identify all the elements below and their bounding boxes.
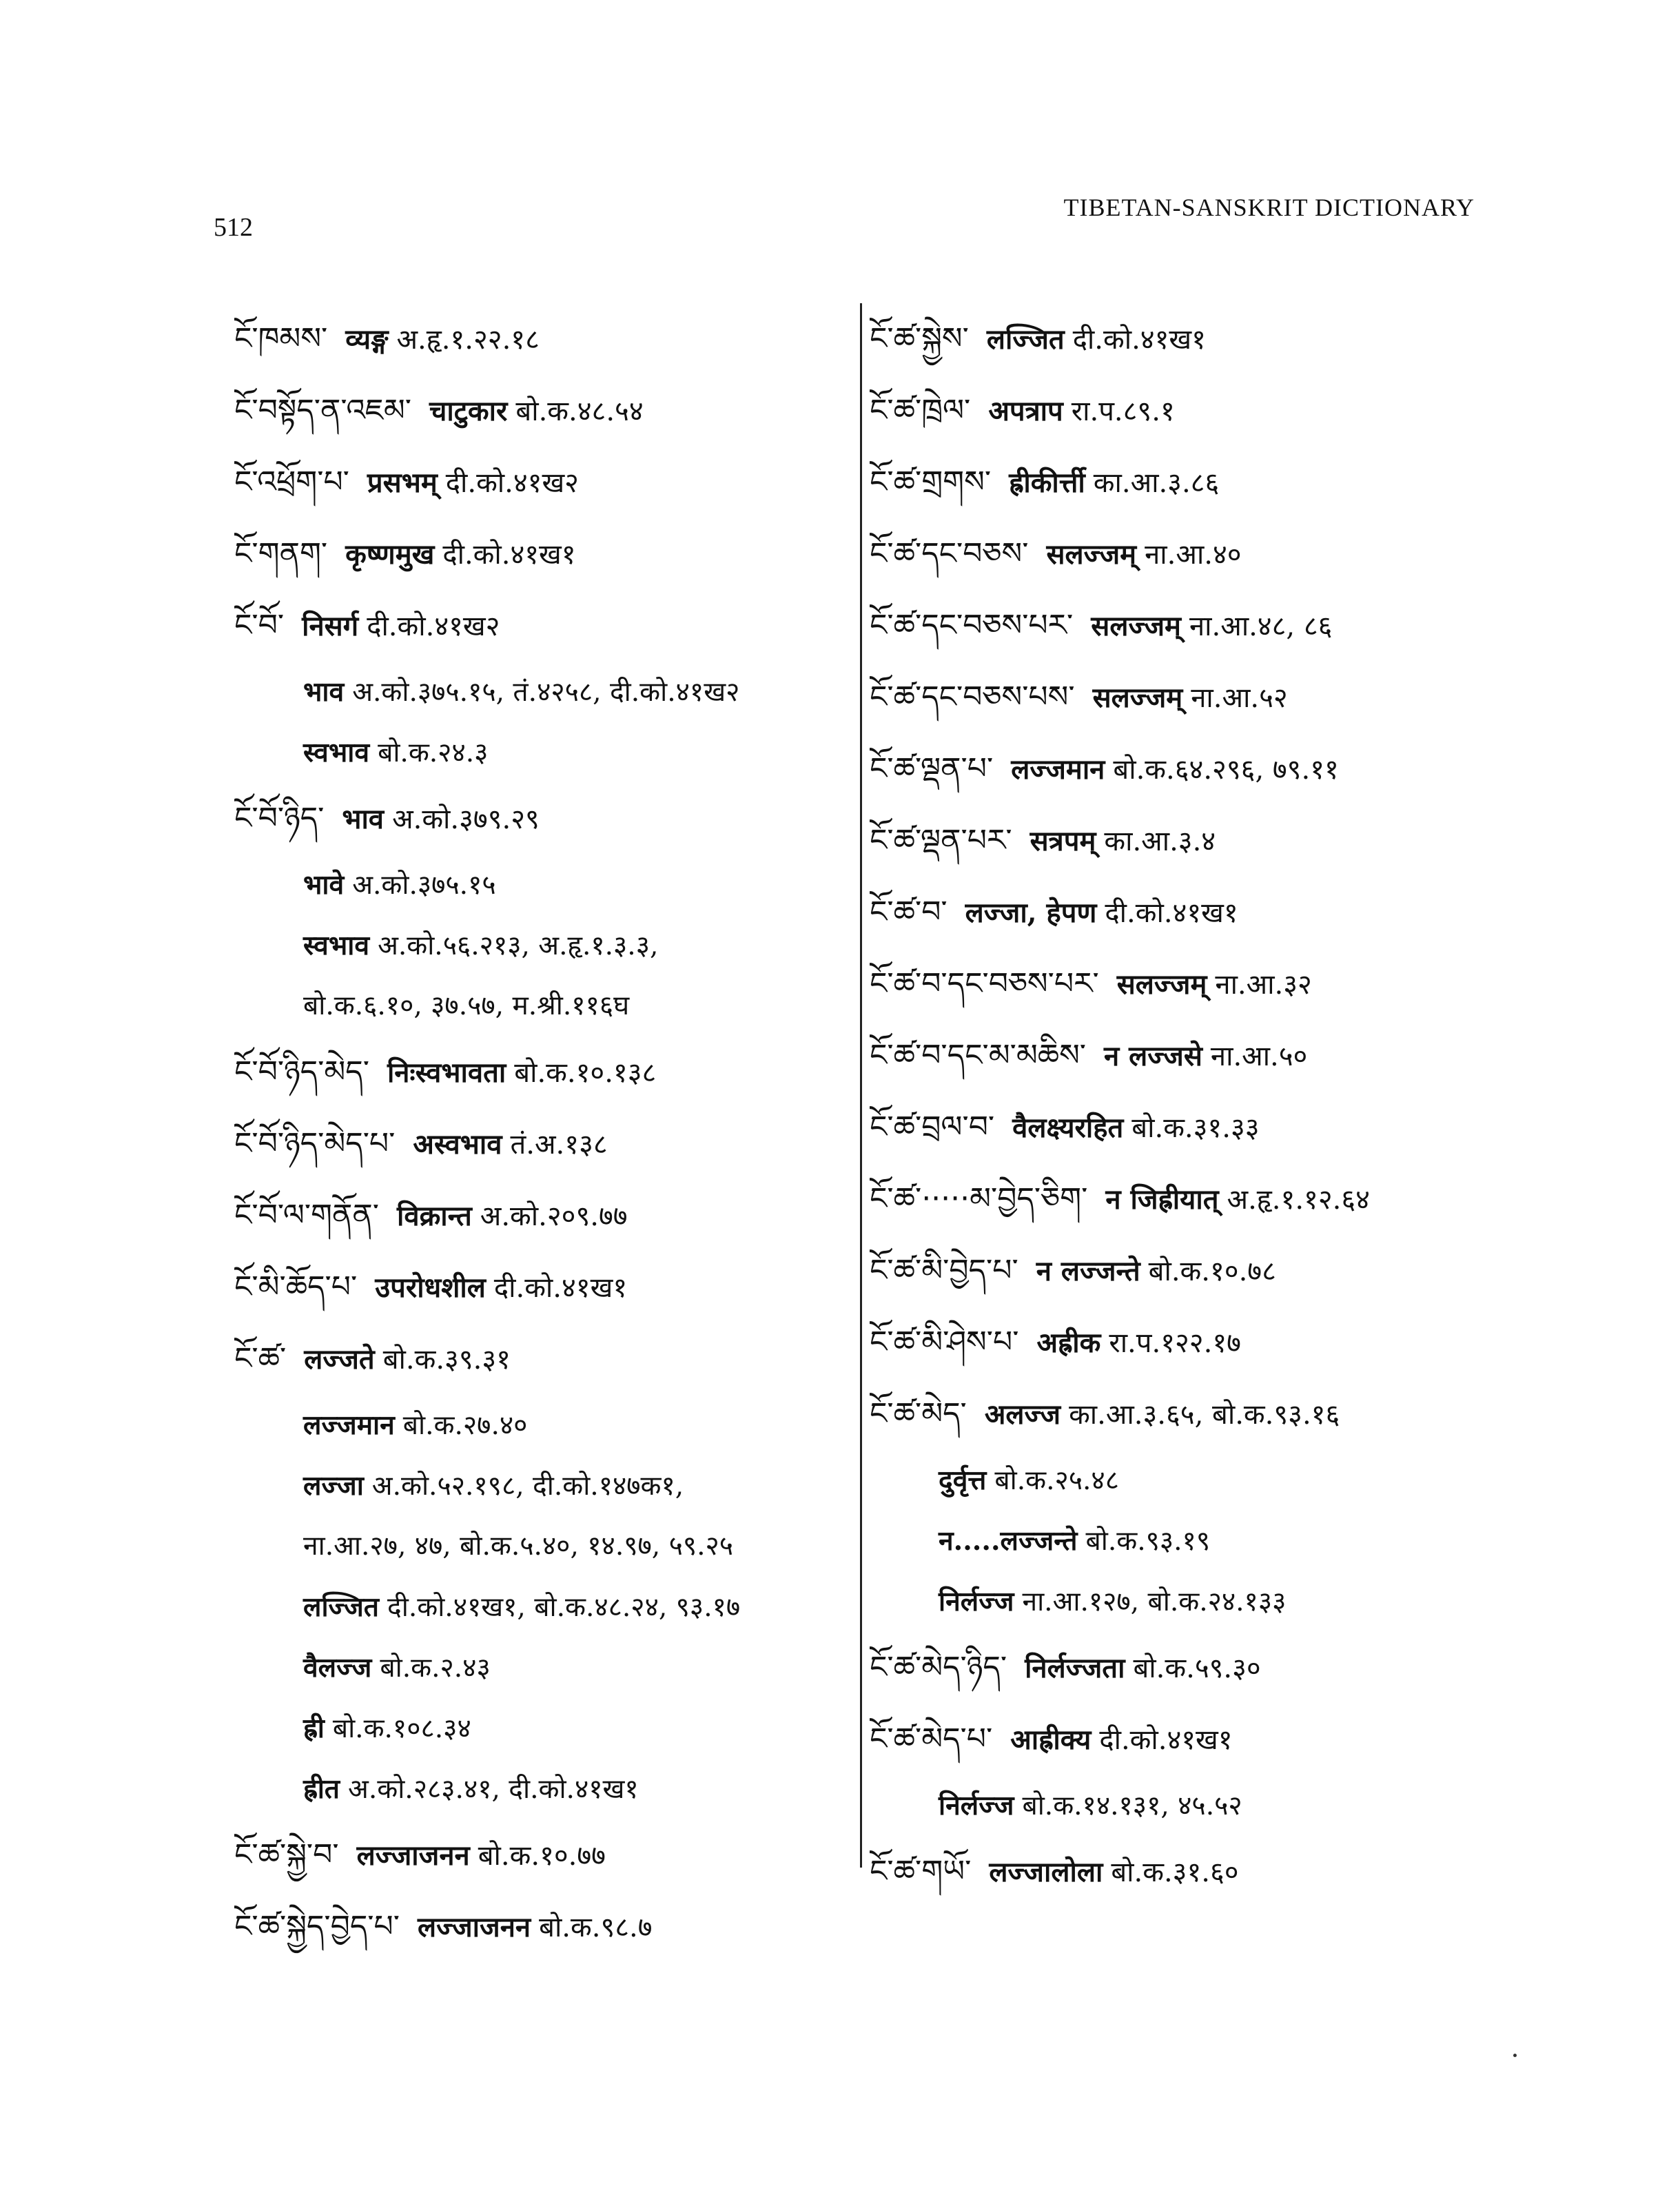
tibetan-headword: ངོ་ཚ་མི་བྱེད་པ་: [870, 1253, 1018, 1288]
sanskrit-equivalent: लज्जित: [303, 1591, 380, 1623]
dictionary-entry: [870, 948, 1490, 1020]
source-reference: बो.क.२५.४८: [994, 1465, 1119, 1496]
dictionary-subentry: [234, 1516, 841, 1577]
dictionary-subentry: [234, 1577, 841, 1637]
tibetan-headword: ངོ་ཚ་དང་བཅས་པས་: [870, 679, 1075, 715]
source-reference: बो.क.१०.७८: [1148, 1256, 1276, 1287]
source-reference: बो.क.२.४३: [380, 1653, 491, 1684]
sanskrit-equivalent: लज्जालोला: [989, 1856, 1103, 1888]
tibetan-headword: ངོ་བོ་: [234, 608, 285, 643]
source-reference: दी.को.४१ख२: [367, 611, 500, 642]
page-number: 512: [214, 213, 253, 242]
tibetan-headword: ངོ་བོ་ཉིད་མེད་པ་: [234, 1126, 396, 1161]
tibetan-headword: ངོ་ཚ་བ་དང་མ་མཆིས་: [870, 1038, 1087, 1073]
sanskrit-equivalent: भाव: [303, 676, 345, 708]
source-reference: का.आ.३.६५, बो.क.९३.१६: [1069, 1399, 1340, 1431]
source-reference: अ.को.२०९.७७: [480, 1200, 628, 1232]
sanskrit-equivalent: सत्रपम्: [1029, 825, 1096, 857]
sanskrit-equivalent: न लज्जसे: [1104, 1040, 1202, 1072]
tibetan-headword: ངོ་ཚ་ལྡན་པ་: [870, 751, 994, 786]
tibetan-headword: ངོ་ཚ་བ་དང་བཅས་པར་: [870, 966, 1099, 1001]
sanskrit-equivalent: प्रसभम्: [367, 467, 438, 499]
source-reference: रा.प.१२२.१७: [1109, 1327, 1241, 1359]
dictionary-entry: [234, 1036, 841, 1108]
dictionary-entry: [870, 1632, 1490, 1704]
sanskrit-equivalent: स्वभाव: [303, 930, 370, 961]
sanskrit-equivalent: सलज्जम्: [1092, 682, 1183, 714]
dictionary-entry: [870, 1235, 1490, 1307]
dictionary-subentry: [870, 1775, 1490, 1836]
sanskrit-equivalent: भावे: [303, 869, 345, 901]
source-reference: बो.क.३१.३३: [1131, 1112, 1260, 1144]
stray-mark: [1513, 2054, 1517, 2057]
source-reference: का.आ.३.८६: [1093, 467, 1220, 499]
tibetan-headword: ངོ་ཚ་ལྡན་པར་: [870, 823, 1012, 858]
source-reference: दी.को.४१ख१: [1105, 897, 1238, 929]
source-reference: बो.क.४८.५४: [515, 396, 644, 427]
column-divider: [860, 303, 862, 1868]
source-reference: दी.को.४१ख१: [1072, 324, 1206, 356]
tibetan-headword: ངོ་ཁམས་: [234, 321, 328, 356]
dictionary-subentry: [234, 976, 841, 1036]
source-reference: ना.आ.५२: [1191, 682, 1288, 714]
source-reference: अ.को.२८३.४१, दी.को.४१ख१: [348, 1774, 639, 1805]
tibetan-headword: ངོ་འཕྲོག་པ་: [234, 464, 349, 500]
source-reference: बो.क.९३.१९: [1085, 1526, 1211, 1557]
sanskrit-equivalent: न लज्जन्ते: [1036, 1255, 1140, 1287]
tibetan-headword: ངོ་ཚ་: [234, 1341, 287, 1376]
tibetan-headword: ངོ་མི་ཆོད་པ་: [234, 1269, 358, 1305]
sanskrit-equivalent: निःस्वभावता: [387, 1056, 506, 1089]
sanskrit-equivalent: वैलक्ष्यरहित: [1012, 1112, 1124, 1144]
left-column: [234, 303, 841, 1963]
dictionary-subentry: [234, 1637, 841, 1698]
source-reference: ना.आ.१२७, बो.क.२४.१३३: [1022, 1586, 1287, 1617]
source-reference: ना.आ.२७, ४७, बो.क.५.४०, १४.९७, ५९.२५: [303, 1531, 734, 1562]
source-reference: दी.को.४१ख१: [442, 539, 576, 571]
sanskrit-equivalent: विक्रान्त: [396, 1200, 472, 1232]
dictionary-entry: [870, 733, 1490, 805]
tibetan-headword: ངོ་ཚ་མེད་: [870, 1396, 967, 1431]
source-reference: अ.हृ.१.२२.१८: [396, 324, 540, 356]
source-reference: बो.क.१०.१३८: [514, 1057, 657, 1089]
source-reference: अ.को.५२.१९८, दी.को.१४७क१,: [371, 1471, 684, 1502]
sanskrit-equivalent: सलज्जम्: [1116, 968, 1207, 1001]
tibetan-headword: ངོ་ཚ་·····མ་བྱེད་ཅིག་: [870, 1181, 1088, 1216]
dictionary-entry: [234, 1251, 841, 1323]
tibetan-headword: ངོ་བོ་ཉིད་: [234, 801, 325, 836]
sanskrit-equivalent: कृष्णमुख: [345, 538, 435, 571]
source-reference: बो.क.९८.७: [539, 1912, 653, 1943]
dictionary-subentry: [870, 1511, 1490, 1571]
right-column: [870, 303, 1490, 1908]
dictionary-subentry: [234, 1698, 841, 1759]
sanskrit-equivalent: ह्रीत: [303, 1773, 340, 1805]
sanskrit-equivalent: निसर्ग: [302, 610, 359, 642]
tibetan-headword: ངོ་བོ་ཉིད་མེད་: [234, 1054, 369, 1090]
sanskrit-equivalent: लज्जा, हेपण: [965, 897, 1097, 929]
tibetan-headword: ངོ་ཚ་མི་ཤེས་པ་: [870, 1325, 1019, 1360]
source-reference: बो.क.१०८.३४: [332, 1713, 471, 1744]
tibetan-headword: ངོ་ཚ་དང་བཅས་: [870, 536, 1029, 571]
source-reference: अ.को.३७५.१५: [352, 870, 496, 901]
source-reference: बो.क.६.१०, ३७.५७, म.श्री.११६घ: [303, 990, 630, 1021]
dictionary-entry: [870, 303, 1490, 375]
dictionary-subentry: [870, 1571, 1490, 1632]
sanskrit-equivalent: लज्जाजनन: [417, 1911, 531, 1943]
dictionary-entry: [870, 375, 1490, 447]
sanskrit-equivalent: न जिह्रीयात्: [1105, 1183, 1219, 1216]
source-reference: दी.को.४१ख२: [445, 467, 579, 499]
dictionary-entry: [234, 1323, 841, 1395]
dictionary-entry: [234, 1180, 841, 1251]
sanskrit-equivalent: ह्री: [303, 1713, 325, 1744]
sanskrit-equivalent: चाटुकार: [429, 395, 508, 427]
sanskrit-equivalent: वैलज्ज: [303, 1652, 372, 1684]
source-reference: का.आ.३.४: [1104, 826, 1216, 857]
source-reference: बो.क.३१.६०: [1111, 1857, 1239, 1888]
tibetan-headword: ངོ་ཚ་སྐྱེ་བ་: [234, 1837, 339, 1872]
sanskrit-equivalent: दुर्वृत्त: [939, 1464, 987, 1496]
sanskrit-equivalent: अलज्ज: [984, 1398, 1061, 1431]
sanskrit-equivalent: स्वभाव: [303, 737, 370, 768]
source-reference: दी.को.४१ख१, बो.क.४८.२४, ९३.१७: [387, 1592, 741, 1623]
source-reference: बो.क.२७.४०: [402, 1410, 528, 1441]
source-reference: ना.आ.५०: [1210, 1041, 1308, 1072]
source-reference: ना.आ.३२: [1215, 969, 1312, 1001]
dictionary-entry: [870, 590, 1490, 662]
tibetan-headword: ངོ་ཚ་སྐྱེས་: [870, 321, 969, 356]
source-reference: अ.को.५६.२१३, अ.हृ.१.३.३,: [378, 930, 659, 961]
sanskrit-equivalent: लज्जा: [303, 1470, 364, 1502]
sanskrit-equivalent: सलज्जम्: [1091, 610, 1181, 642]
tibetan-headword: ངོ་ཚ་སྐྱེད་བྱེད་པ་: [234, 1909, 400, 1944]
dictionary-subentry: [234, 662, 841, 722]
dictionary-entry: [234, 590, 841, 662]
dictionary-entry: [234, 783, 841, 855]
tibetan-headword: ངོ་གནག་: [234, 536, 328, 571]
tibetan-headword: ངོ་ཚ་བྲལ་བ་: [870, 1110, 995, 1145]
source-reference: ना.आ.४८, ८६: [1189, 611, 1333, 642]
sanskrit-equivalent: लज्जित: [986, 323, 1065, 356]
source-reference: बो.क.५९.३०: [1133, 1653, 1261, 1684]
source-reference: दी.को.४१ख१: [1099, 1724, 1233, 1756]
dictionary-entry: [870, 518, 1490, 590]
sanskrit-equivalent: निर्लज्जता: [1025, 1652, 1125, 1684]
dictionary-entry: [870, 1378, 1490, 1450]
sanskrit-equivalent: निर्लज्ज: [939, 1586, 1014, 1617]
source-reference: रा.प.८९.१: [1071, 396, 1175, 427]
dictionary-entry: [870, 1836, 1490, 1908]
dictionary-entry: [870, 877, 1490, 948]
dictionary-subentry: [234, 1455, 841, 1516]
source-reference: अ.को.३७९.२९: [392, 804, 540, 835]
sanskrit-equivalent: लज्जमान: [1011, 753, 1105, 786]
source-reference: तं.अ.१३८: [510, 1129, 608, 1161]
dictionary-entry: [870, 805, 1490, 877]
tibetan-headword: ངོ་ཚ་གྲགས་: [870, 464, 992, 500]
tibetan-headword: ངོ་ཚ་བ་: [870, 895, 947, 930]
sanskrit-equivalent: अह्रीक: [1036, 1327, 1101, 1359]
running-title: TIBETAN-SANSKRIT DICTIONARY: [1063, 194, 1475, 221]
tibetan-headword: ངོ་ཚ་ཁྲེལ་: [870, 393, 971, 428]
dictionary-subentry: [234, 915, 841, 976]
sanskrit-equivalent: व्यङ्ग: [345, 323, 389, 356]
sanskrit-equivalent: भाव: [342, 803, 385, 835]
dictionary-entry: [870, 1307, 1490, 1378]
source-reference: अ.हृ.१.१२.६४: [1227, 1184, 1370, 1216]
source-reference: बो.क.६४.२९६, ७९.११: [1113, 754, 1339, 786]
sanskrit-equivalent: निर्लज्ज: [939, 1790, 1014, 1821]
sanskrit-equivalent: ह्रीकीर्त्ती: [1009, 467, 1085, 499]
dictionary-entry: [234, 447, 841, 518]
dictionary-subentry: [870, 1450, 1490, 1511]
sanskrit-equivalent: न.....लज्जन्ते: [939, 1525, 1078, 1557]
dictionary-entry: [234, 1819, 841, 1891]
dictionary-entry: [234, 375, 841, 447]
dictionary-subentry: [234, 1395, 841, 1455]
source-reference: बो.क.३९.३१: [382, 1344, 511, 1376]
tibetan-headword: ངོ་ཚ་གཡོ་: [870, 1854, 972, 1889]
sanskrit-equivalent: आह्रीक्य: [1010, 1724, 1092, 1756]
page-header: [214, 193, 1475, 248]
dictionary-entry: [870, 447, 1490, 518]
source-reference: बो.क.१०.७७: [478, 1840, 606, 1872]
sanskrit-equivalent: लज्जाजनन: [356, 1839, 470, 1872]
dictionary-entry: [234, 1891, 841, 1963]
sanskrit-equivalent: लज्जमान: [303, 1409, 395, 1441]
sanskrit-equivalent: उपरोधशील: [375, 1271, 486, 1304]
dictionary-entry: [870, 1092, 1490, 1163]
dictionary-entry: [234, 518, 841, 590]
dictionary-entry: [234, 1108, 841, 1180]
dictionary-subentry: [234, 855, 841, 915]
tibetan-headword: ངོ་ཚ་མེད་ཉིད་: [870, 1650, 1007, 1685]
sanskrit-equivalent: सलज्जम्: [1046, 538, 1137, 571]
tibetan-headword: ངོ་བསྟོད་ན་འཇམ་: [234, 393, 412, 428]
sanskrit-equivalent: अस्वभाव: [413, 1128, 502, 1161]
dictionary-entry: [870, 1020, 1490, 1092]
tibetan-headword: ངོ་ཚ་དང་བཅས་པར་: [870, 608, 1074, 643]
source-reference: अ.को.३७५.१५, तं.४२५८, दी.को.४१ख२: [352, 677, 740, 708]
sanskrit-equivalent: अपत्राप: [988, 395, 1063, 427]
source-reference: दी.को.४१ख१: [493, 1272, 628, 1304]
dictionary-entry: [234, 303, 841, 375]
source-reference: बो.क.२४.३: [378, 737, 489, 768]
source-reference: बो.क.१४.१३१, ४५.५२: [1022, 1790, 1242, 1821]
dictionary-subentry: [234, 722, 841, 783]
tibetan-headword: ངོ་ཚ་མེད་པ་: [870, 1721, 993, 1757]
tibetan-headword: ངོ་བོ་ལ་གནོན་: [234, 1198, 379, 1233]
dictionary-entry: [870, 1163, 1490, 1235]
dictionary-entry: [870, 1704, 1490, 1775]
source-reference: ना.आ.४०: [1145, 539, 1242, 571]
dictionary-subentry: [234, 1759, 841, 1819]
sanskrit-equivalent: लज्जते: [304, 1343, 375, 1376]
dictionary-entry: [870, 662, 1490, 733]
